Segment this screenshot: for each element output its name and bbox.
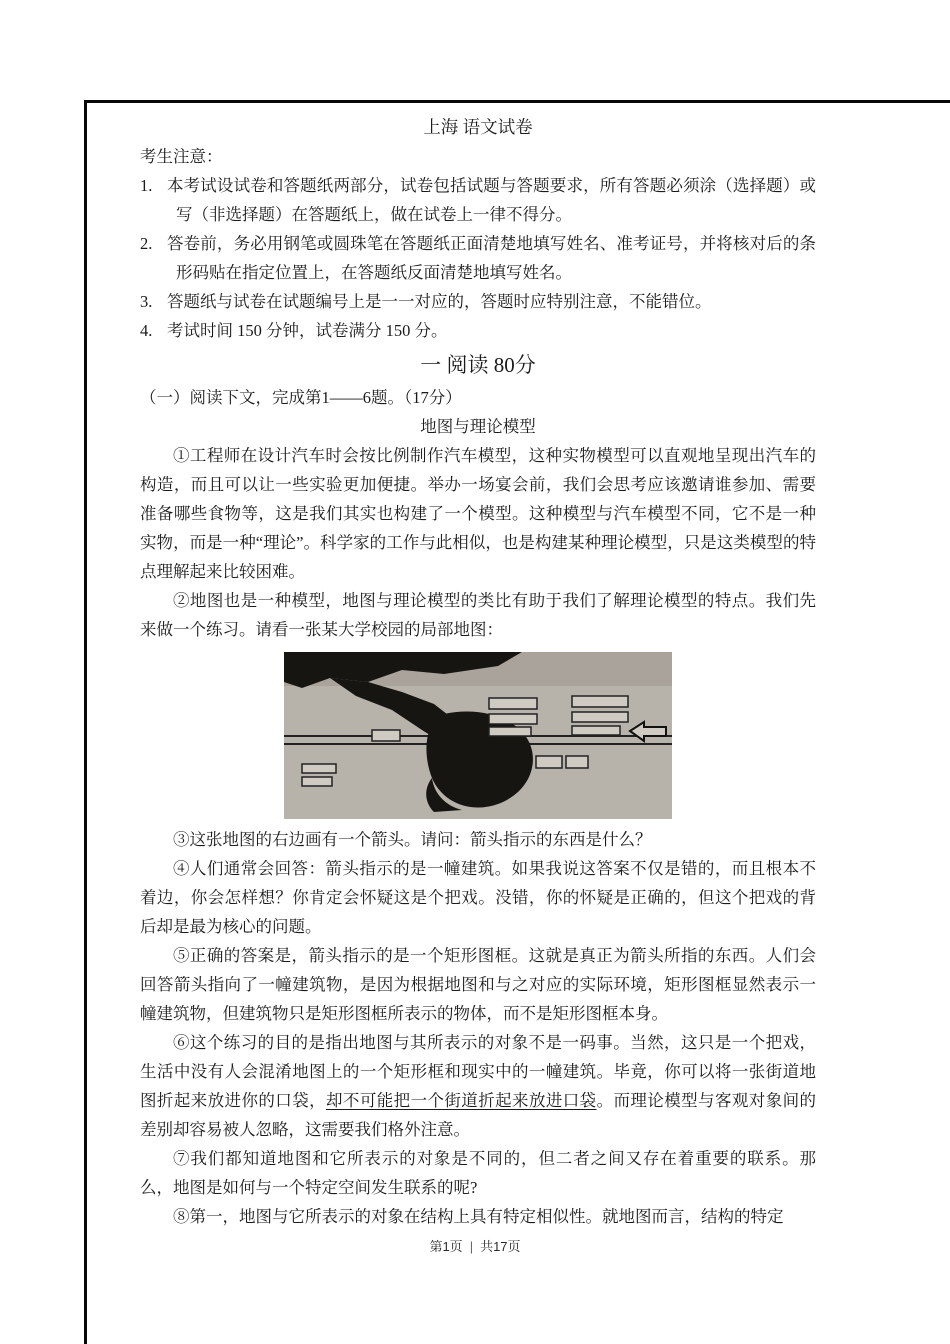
scan-border-top xyxy=(84,100,950,103)
paragraph-3: ③这张地图的右边画有一个箭头。请问：箭头指示的东西是什么？ xyxy=(173,830,652,849)
footer-page-number: 第1页 xyxy=(429,1239,463,1254)
paragraph-4: ④人们通常会回答：箭头指示的是一幢建筑。如果我说这答案不仅是错的，而且根本不着边，你会怎样想？你肯定会怀疑这是个把戏。没错，你的怀疑是正确的，但这个把戏的背后却是最为核心的问题。 xyxy=(140,859,816,936)
notice-number: 4. xyxy=(140,321,153,340)
notice-text: 本考试设试卷和答题纸两部分，试卷包括试题与答题要求，所有答题必须涂（选择题）或写（非选择题）在答题纸上，做在试卷上一律不得分。 xyxy=(167,176,816,224)
page-footer xyxy=(0,1236,950,1255)
paragraph-6-underlined-text: 却不可能把一个街道折起来放进口袋 xyxy=(326,1091,597,1110)
notice-text: 考试时间 150 分钟，试卷满分 150 分。 xyxy=(167,321,448,340)
map-building xyxy=(302,764,336,773)
paragraph-2: ②地图也是一种模型，地图与理论模型的类比有助于我们了解理论模型的特点。我们先来做一个练习。请看一张某大学校园的局部地图： xyxy=(140,591,816,639)
notice-heading: 考生注意： xyxy=(140,147,223,166)
article-title: 地图与理论模型 xyxy=(420,417,536,436)
paragraph-6-text-after: 。而理论模型与客观对象间的差别却容易被人忽略，这需要我们格外注意。 xyxy=(140,1091,817,1139)
scan-border-left xyxy=(84,100,87,1344)
footer-separator: | xyxy=(469,1239,474,1254)
paragraph-8: ⑧第一，地图与它所表示的对象在结构上具有特定相似性。就地图而言，结构的特定 xyxy=(173,1207,784,1226)
paragraph-6-text-before: ⑥这个练习的目的是指出地图与其所表示的对象不是一码事。当然，这只是一个把戏，生活中没有人会混淆地图上的一个矩形框和现实中的一幢建筑。毕竟，你可以将一张街道地图折起来放进你的口袋， xyxy=(140,1033,816,1110)
map-building xyxy=(566,756,588,768)
map-building xyxy=(489,714,537,724)
map-building xyxy=(572,712,628,722)
paragraph-7: ⑦我们都知道地图和它所表示的对象是不同的，但二者之间又存在着重要的联系。那么，地图是如何与一个特定空间发生联系的呢? xyxy=(140,1149,816,1197)
notice-number: 2. xyxy=(140,234,153,253)
notice-item-1 xyxy=(140,171,816,229)
notice-item-4 xyxy=(140,316,816,345)
paragraph-6 xyxy=(140,1028,816,1144)
paragraph-1: ①工程师在设计汽车时会按比例制作汽车模型，这种实物模型可以直观地呈现出汽车的构造，而且可以让一些实验更加便捷。举办一场宴会前，我们会思考应该邀请谁参加、需要准备哪些食物等，这是我们其实也构建了一个模型。这种模型与汽车模型不同，它不是一种实物，而是一种“理论”。科学家的工作与此相似，也是构建某种理论模型，只是这类模型的特点理解起来比较困难。 xyxy=(140,446,816,581)
page-content xyxy=(140,112,816,1231)
subsection-heading: （一）阅读下文，完成第1——6题。（17分） xyxy=(140,388,462,407)
map-building xyxy=(489,727,531,736)
map-building xyxy=(572,696,628,707)
campus-map-image xyxy=(284,652,672,819)
footer-total-pages: 共17页 xyxy=(480,1239,521,1254)
page-title: 上海 语文试卷 xyxy=(423,117,533,137)
section-heading-reading: 一 阅读 80分 xyxy=(420,353,536,377)
notice-item-2 xyxy=(140,229,816,287)
notice-item-3 xyxy=(140,287,816,316)
campus-map-figure xyxy=(284,652,672,819)
map-building xyxy=(536,756,562,768)
notice-number: 1. xyxy=(140,176,153,195)
map-building xyxy=(489,698,537,709)
map-building xyxy=(572,726,620,735)
notice-text: 答卷前，务必用钢笔或圆珠笔在答题纸正面清楚地填写姓名、准考证号，并将核对后的条形码贴在指定位置上，在答题纸反面清楚地填写姓名。 xyxy=(167,234,816,282)
map-building xyxy=(372,730,400,741)
notice-text: 答题纸与试卷在试题编号上是一一对应的，答题时应特别注意，不能错位。 xyxy=(167,292,712,311)
paragraph-5: ⑤正确的答案是，箭头指示的是一个矩形图框。这就是真正为箭头所指的东西。人们会回答箭头指向了一幢建筑物，是因为根据地图和与之对应的实际环境，矩形图框显然表示一幢建筑物，但建筑物只是矩形图框所表示的物体，而不是矩形图框本身。 xyxy=(140,946,816,1023)
map-building xyxy=(302,777,332,786)
notice-number: 3. xyxy=(140,292,153,311)
